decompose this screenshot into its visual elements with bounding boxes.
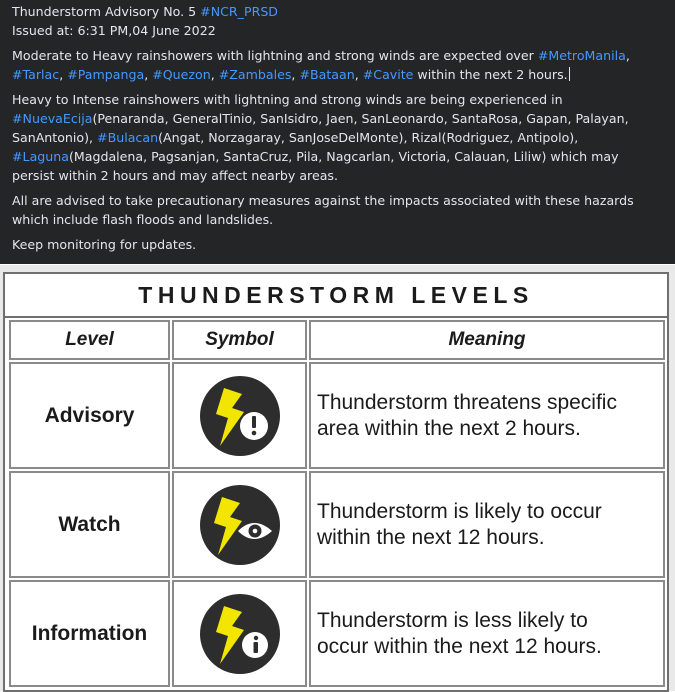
table-header-row bbox=[9, 320, 665, 360]
thunderstorm-levels-image bbox=[0, 265, 675, 691]
levels-frame bbox=[3, 272, 669, 692]
symbol-cell bbox=[172, 580, 307, 687]
post-title bbox=[12, 2, 663, 21]
hashtag-link[interactable]: #Bulacan bbox=[97, 130, 159, 145]
meaning-cell bbox=[309, 362, 665, 469]
hashtag-link[interactable]: #MetroManila bbox=[537, 48, 626, 63]
meaning-line: Thunderstorm is likely to occur bbox=[317, 499, 602, 523]
paragraph-monitoring: Keep monitoring for updates. bbox=[12, 237, 197, 252]
hashtag-link[interactable]: #NuevaEcija bbox=[12, 111, 93, 126]
header-meaning: Meaning bbox=[309, 320, 665, 360]
hashtag-link[interactable]: #Pampanga bbox=[67, 67, 145, 82]
header-symbol: Symbol bbox=[172, 320, 307, 360]
meaning-cell bbox=[309, 580, 665, 687]
separator: , bbox=[144, 67, 153, 82]
paragraph-text: (Penaranda, GeneralTinio, SanIsidro, Jaen, SanLeonardo, SantaRosa, Gapan, Palayan, SanAntonio), bbox=[12, 111, 629, 145]
separator: , bbox=[625, 48, 630, 63]
lightning-eye-icon bbox=[198, 483, 282, 567]
table-row bbox=[9, 471, 665, 578]
separator: , bbox=[291, 67, 300, 82]
hashtag-link[interactable]: #Zambales bbox=[218, 67, 292, 82]
table-row bbox=[9, 580, 665, 687]
lightning-info-icon bbox=[198, 592, 282, 676]
level-advisory: Advisory bbox=[9, 362, 170, 469]
separator: , bbox=[59, 67, 68, 82]
paragraph-experienced bbox=[12, 90, 663, 185]
text-cursor bbox=[569, 67, 570, 81]
header-level: Level bbox=[9, 320, 170, 360]
symbol-cell bbox=[172, 362, 307, 469]
hashtag-link[interactable]: #Quezon bbox=[152, 67, 211, 82]
paragraph-precaution: All are advised to take precautionary measures against the impacts associated with these hazards which include flash floods and landslides. bbox=[12, 193, 634, 227]
hashtag-link[interactable]: #Laguna bbox=[12, 149, 69, 164]
meaning-line: occur within the next 12 hours. bbox=[317, 634, 602, 658]
meaning-line: within the next 12 hours. bbox=[317, 525, 545, 549]
separator: , bbox=[210, 67, 219, 82]
meaning-line: Thunderstorm is less likely to bbox=[317, 608, 588, 632]
levels-title: THUNDERSTORM LEVELS bbox=[5, 274, 667, 318]
issued-time: Issued at: 6:31 PM,04 June 2022 bbox=[12, 23, 216, 38]
hashtag-link[interactable]: #NCR_PRSD bbox=[200, 4, 279, 19]
symbol-cell bbox=[172, 471, 307, 578]
table-row bbox=[9, 362, 665, 469]
level-watch: Watch bbox=[9, 471, 170, 578]
lightning-exclamation-icon bbox=[198, 374, 282, 458]
advisory-post bbox=[0, 0, 675, 264]
post-title-text: Thunderstorm Advisory No. 5 bbox=[12, 4, 201, 19]
hashtag-link[interactable]: #Tarlac bbox=[12, 67, 60, 82]
paragraph-text: (Angat, Norzagaray, SanJoseDelMonte), Rizal(Rodriguez, Antipolo), bbox=[158, 130, 579, 145]
paragraph-text: Heavy to Intense rainshowers with lightning and strong winds are being experienced in bbox=[12, 92, 563, 107]
paragraph-text: Moderate to Heavy rainshowers with lightning and strong winds are expected over bbox=[12, 48, 538, 63]
meaning-cell bbox=[309, 471, 665, 578]
paragraph-text: (Magdalena, Pagsanjan, SantaCruz, Pila, Nagcarlan, Victoria, Calauan, Liliw) which may persist within 2 hours and may affect nearby areas. bbox=[12, 149, 619, 183]
separator: , bbox=[354, 67, 363, 82]
levels-table bbox=[7, 318, 667, 689]
hashtag-link[interactable]: #Bataan bbox=[299, 67, 355, 82]
hashtag-link[interactable]: #Cavite bbox=[362, 67, 414, 82]
paragraph-text: within the next 2 hours. bbox=[413, 67, 568, 82]
meaning-line: area within the next 2 hours. bbox=[317, 416, 581, 440]
level-information: Information bbox=[9, 580, 170, 687]
paragraph-expected bbox=[12, 46, 663, 84]
meaning-line: Thunderstorm threatens specific bbox=[317, 390, 617, 414]
